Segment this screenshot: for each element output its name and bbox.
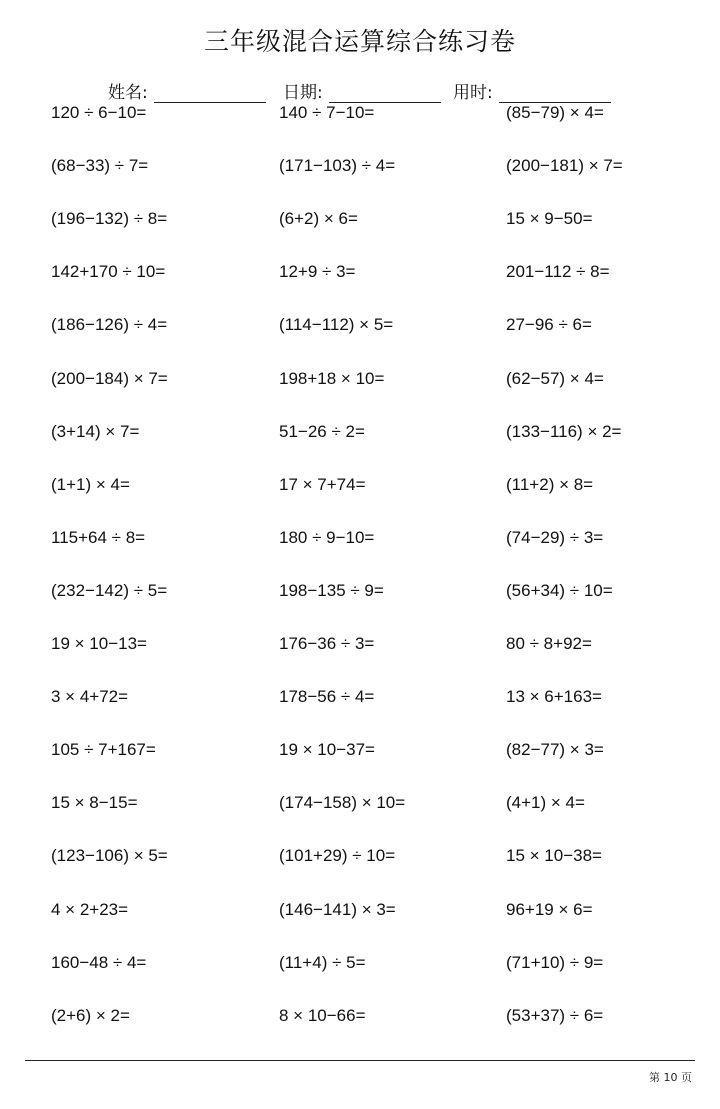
problem-row — [0, 369, 720, 395]
math-problem: 180 ÷ 9−10= — [279, 527, 375, 547]
problem-row — [0, 262, 720, 288]
math-problem: (71+10) ÷ 9= — [506, 952, 604, 972]
math-problem: (85−79) × 4= — [506, 103, 604, 122]
math-problem: 12+9 ÷ 3= — [279, 262, 356, 282]
page-number: 第 10 页 — [649, 1071, 692, 1084]
math-problem: 142+170 ÷ 10= — [51, 262, 166, 282]
math-problem: (200−184) × 7= — [51, 368, 168, 388]
math-problem: 115+64 ÷ 8= — [51, 527, 146, 547]
math-problem: (1+1) × 4= — [51, 474, 130, 494]
math-problem: (11+2) × 8= — [506, 474, 594, 494]
math-problem: 4 × 2+23= — [51, 899, 129, 919]
math-problem: 15 × 9−50= — [506, 209, 593, 229]
name-field — [108, 78, 266, 103]
date-blank-line — [329, 84, 441, 103]
math-problem: (2+6) × 2= — [51, 1005, 130, 1025]
problem-row — [0, 581, 720, 607]
math-problem: (174−158) × 10= — [279, 793, 406, 813]
math-problem: 96+19 × 6= — [506, 899, 593, 919]
date-label: 日期: — [283, 83, 323, 103]
problem-row — [0, 422, 720, 448]
math-problem: (3+14) × 7= — [51, 421, 140, 441]
problem-row — [0, 528, 720, 554]
math-problem: 140 ÷ 7−10= — [279, 103, 375, 122]
math-problem: 19 × 10−13= — [51, 634, 147, 653]
math-problem: (133−116) × 2= — [506, 421, 622, 441]
name-blank-line — [154, 84, 266, 103]
problem-row — [0, 315, 720, 341]
math-problem: 198+18 × 10= — [279, 368, 385, 388]
math-problem: 201−112 ÷ 8= — [506, 262, 610, 282]
problem-row — [0, 156, 720, 182]
math-problem: 80 ÷ 8+92= — [506, 634, 592, 653]
math-problem: (6+2) × 6= — [279, 209, 358, 229]
math-problem: 15 × 10−38= — [506, 846, 602, 866]
math-problem: (186−126) ÷ 4= — [51, 315, 168, 335]
math-problem: (53+37) ÷ 6= — [506, 1005, 604, 1025]
problem-row — [0, 793, 720, 819]
problem-row — [0, 846, 720, 872]
math-problem: (74−29) ÷ 3= — [506, 527, 604, 547]
math-problem: 178−56 ÷ 4= — [279, 687, 375, 707]
math-problem: 27−96 ÷ 6= — [506, 315, 592, 335]
math-problem: (62−57) × 4= — [506, 368, 604, 388]
math-problem: (68−33) ÷ 7= — [51, 156, 149, 176]
name-label: 姓名: — [108, 83, 148, 103]
problem-row — [0, 475, 720, 501]
math-problem: (146−141) × 3= — [279, 899, 396, 919]
math-problem: 17 × 7+74= — [279, 474, 366, 494]
problem-row — [0, 953, 720, 979]
worksheet-title: 三年级混合运算综合练习卷 — [203, 27, 516, 56]
time-field — [453, 78, 611, 103]
math-problem: 198−135 ÷ 9= — [279, 580, 384, 600]
problem-row — [0, 1006, 720, 1032]
math-problem: (114−112) × 5= — [279, 315, 394, 335]
time-blank-line — [499, 84, 611, 103]
footer-divider — [25, 1060, 695, 1061]
math-problem: 176−36 ÷ 3= — [279, 634, 375, 653]
math-problem: 120 ÷ 6−10= — [51, 103, 147, 122]
problem-row — [0, 634, 720, 660]
math-problem: 105 ÷ 7+167= — [51, 740, 156, 760]
math-problem: (196−132) ÷ 8= — [51, 209, 168, 229]
math-problem: (82−77) × 3= — [506, 740, 604, 760]
problem-row — [0, 900, 720, 926]
math-problem: (56+34) ÷ 10= — [506, 580, 613, 600]
student-info-row — [108, 78, 628, 102]
problem-row — [0, 103, 720, 129]
problem-row — [0, 209, 720, 235]
math-problem: 19 × 10−37= — [279, 740, 375, 760]
problem-row — [0, 687, 720, 713]
math-problem: (200−181) × 7= — [506, 156, 623, 176]
math-problem: (11+4) ÷ 5= — [279, 952, 366, 972]
math-problem: (4+1) × 4= — [506, 793, 585, 813]
time-label: 用时: — [453, 83, 493, 103]
math-problem: (171−103) ÷ 4= — [279, 156, 396, 176]
date-field — [283, 78, 441, 103]
math-problem: (101+29) ÷ 10= — [279, 846, 396, 866]
problem-row — [0, 740, 720, 766]
math-problem: 13 × 6+163= — [506, 687, 602, 707]
math-problem: (232−142) ÷ 5= — [51, 580, 168, 600]
math-problem: (123−106) × 5= — [51, 846, 168, 866]
math-problem: 15 × 8−15= — [51, 793, 138, 813]
math-problem: 8 × 10−66= — [279, 1005, 366, 1025]
math-problem: 3 × 4+72= — [51, 687, 129, 707]
math-problem: 160−48 ÷ 4= — [51, 952, 147, 972]
math-problem: 51−26 ÷ 2= — [279, 421, 365, 441]
